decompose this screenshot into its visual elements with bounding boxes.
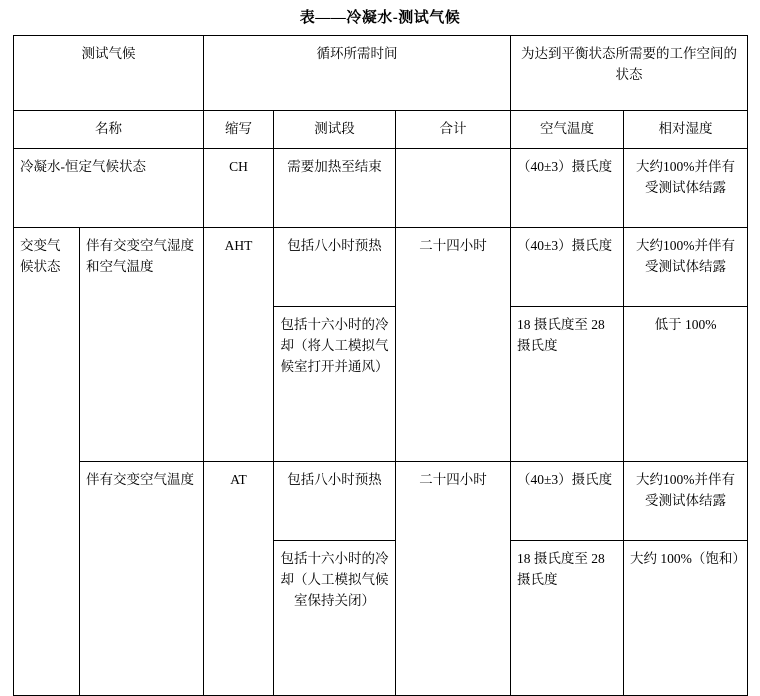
header-total: 合计	[396, 111, 511, 149]
cell-test-section-ch: 需要加热至结束	[274, 148, 396, 227]
cell-group-alternating-climate: 交变气候状态	[14, 227, 80, 695]
header-name: 名称	[14, 111, 204, 149]
cell-humidity-at-2: 大约 100%（饱和）	[624, 540, 748, 695]
header-workspace-state: 为达到平衡状态所需要的工作空间的状态	[511, 36, 748, 111]
cell-test-section-at-1: 包括八小时预热	[274, 461, 396, 540]
header-test-climate: 测试气候	[14, 36, 204, 111]
cell-humidity-at-1: 大约100%并伴有受测试体结露	[624, 461, 748, 540]
cell-name-at: 伴有交变空气温度	[80, 461, 204, 695]
climate-test-table	[13, 35, 748, 696]
cell-humidity-aht-1: 大约100%并伴有受测试体结露	[624, 227, 748, 306]
cell-abbr-at: AT	[204, 461, 274, 695]
cell-air-temp-aht-1: （40±3）摄氏度	[511, 227, 624, 306]
cell-abbr-ch: CH	[204, 148, 274, 227]
cell-humidity-ch: 大约100%并伴有受测试体结露	[624, 148, 748, 227]
table-row	[14, 227, 748, 306]
cell-air-temp-at-2: 18 摄氏度至 28 摄氏度	[511, 540, 624, 695]
cell-abbr-aht: AHT	[204, 227, 274, 461]
cell-air-temp-at-1: （40±3）摄氏度	[511, 461, 624, 540]
cell-total-at: 二十四小时	[396, 461, 511, 695]
table-header-row-top	[14, 36, 748, 111]
cell-total-aht: 二十四小时	[396, 227, 511, 461]
cell-name-ch: 冷凝水-恒定气候状态	[14, 148, 204, 227]
cell-air-temp-ch: （40±3）摄氏度	[511, 148, 624, 227]
cell-humidity-aht-2: 低于 100%	[624, 306, 748, 461]
table-row	[14, 148, 748, 227]
header-relative-humidity: 相对湿度	[624, 111, 748, 149]
cell-test-section-aht-1: 包括八小时预热	[274, 227, 396, 306]
cell-test-section-at-2: 包括十六小时的冷却（人工模拟气候室保持关闭）	[274, 540, 396, 695]
header-cycle-time: 循环所需时间	[204, 36, 511, 111]
table-row	[14, 461, 748, 540]
table-header-row-sub	[14, 111, 748, 149]
cell-total-ch	[396, 148, 511, 227]
page-title: 表——冷凝水-测试气候	[299, 10, 461, 26]
header-test-section: 测试段	[274, 111, 396, 149]
cell-air-temp-aht-2: 18 摄氏度至 28 摄氏度	[511, 306, 624, 461]
header-air-temp: 空气温度	[511, 111, 624, 149]
cell-test-section-aht-2: 包括十六小时的冷却（将人工模拟气候室打开并通风）	[274, 306, 396, 461]
cell-name-aht: 伴有交变空气湿度和空气温度	[80, 227, 204, 461]
header-abbr: 缩写	[204, 111, 274, 149]
